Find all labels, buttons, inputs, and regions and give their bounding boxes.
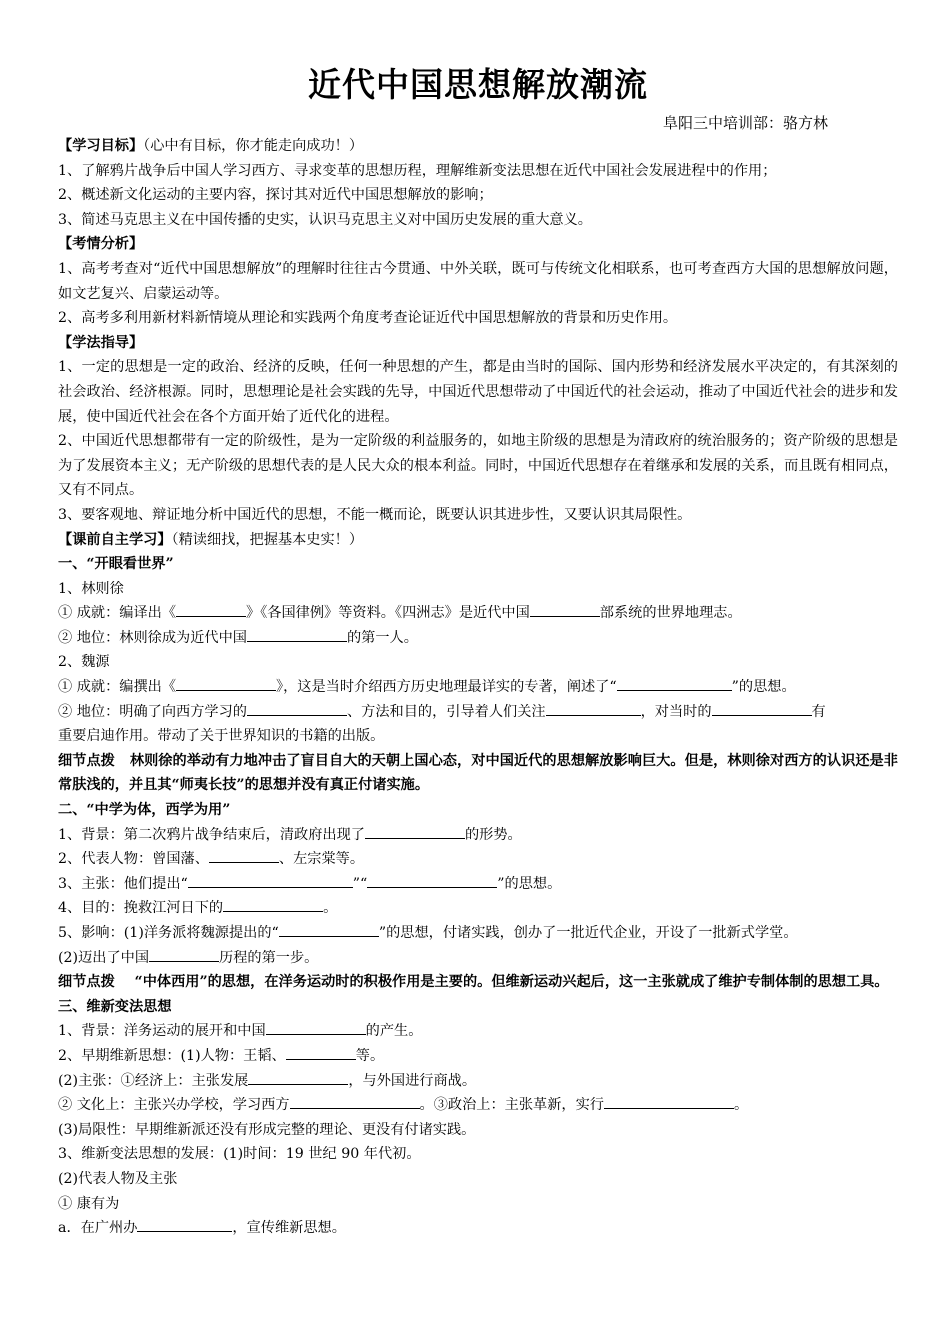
text: 。 bbox=[733, 1097, 749, 1114]
tip-text: 林则徐的举动有力地冲击了盲目自大的天朝上国心态，对中国近代的思想解放影响巨大。但是，林则徐对西方的认识还是非常肤浅的，并且其“师夷长技”的思想并没有真正付诸实施。 bbox=[58, 752, 898, 794]
fill-blank[interactable] bbox=[712, 701, 812, 716]
s3-line bbox=[58, 1019, 898, 1044]
method-heading: 【学法指导】 bbox=[58, 334, 144, 351]
text: ② 地位：林则徐成为近代中国 bbox=[58, 629, 247, 646]
fill-blank[interactable] bbox=[286, 1045, 356, 1060]
s3-line: ① 康有为 bbox=[58, 1195, 120, 1212]
fill-blank[interactable] bbox=[279, 922, 379, 937]
text: 、左宗棠等。 bbox=[278, 851, 365, 868]
fill-blank[interactable] bbox=[223, 897, 323, 912]
s3-line: 3、维新变法思想的发展：(1)时间：19 世纪 90 年代初。 bbox=[58, 1146, 421, 1163]
text: 历程的第一步。 bbox=[219, 949, 319, 966]
section-2-title: 二、“中学为体，西学为用” bbox=[58, 802, 231, 819]
s1-line: 1、林则徐 bbox=[58, 580, 124, 597]
text: 有 bbox=[811, 703, 826, 720]
s1-line bbox=[58, 601, 898, 626]
s3-line: (2)代表人物及主张 bbox=[58, 1170, 178, 1187]
text: 1、背景：第二次鸦片战争结束后，清政府出现了 bbox=[58, 826, 365, 843]
text: 。 bbox=[323, 900, 338, 917]
tip-label: 细节点拨 bbox=[58, 752, 115, 769]
text: 、方法和目的，引导着人们关注 bbox=[346, 703, 546, 720]
text: 1、背景：洋务运动的展开和中国 bbox=[58, 1023, 266, 1040]
fill-blank[interactable] bbox=[149, 947, 219, 962]
document-page bbox=[58, 62, 898, 1241]
exam-item: 1、高考考查对“近代中国思想解放”的理解时往往古今贯通、中外关联，既可与传统文化相联系，也可考查西方大国的思想解放问题，如文艺复兴、启蒙运动等。 bbox=[58, 260, 898, 302]
text: ② 文化上：主张兴办学校，学习西方 bbox=[58, 1097, 290, 1114]
text: a．在广州办 bbox=[58, 1220, 138, 1237]
fill-blank[interactable] bbox=[176, 676, 276, 691]
fill-blank[interactable] bbox=[137, 1217, 232, 1232]
fill-blank[interactable] bbox=[266, 1020, 366, 1035]
fill-blank[interactable] bbox=[365, 824, 465, 839]
text: 部系统的世界地理志。 bbox=[599, 605, 742, 622]
fill-blank[interactable] bbox=[530, 602, 600, 617]
method-item: 3、要客观地、辩证地分析中国近代的思想，不能一概而论，既要认识其进步性，又要认识其局限性。 bbox=[58, 506, 692, 523]
fill-blank[interactable] bbox=[247, 701, 347, 716]
text: 4、目的：挽救江河日下的 bbox=[58, 900, 224, 917]
text: 3、主张：他们提出“ bbox=[58, 875, 188, 892]
s1-line bbox=[58, 700, 898, 725]
fill-blank[interactable] bbox=[617, 676, 732, 691]
text: 2、早期维新思想：(1)人物：王韬、 bbox=[58, 1047, 286, 1064]
text: ，宣传维新思想。 bbox=[232, 1220, 346, 1237]
method-item: 1、一定的思想是一定的政治、经济的反映，任何一种思想的产生，都是由当时的国际、国内形势和经济发展水平决定的，有其深刻的社会政治、经济根源。同时，思想理论是社会实践的先导，中国近代思想带动了中国近代的社会运动，推动了中国近代社会的进步和发展，使中国近代社会在各个方面开始了近代化的进程。 bbox=[58, 359, 898, 425]
fill-blank[interactable] bbox=[290, 1094, 420, 1109]
text: ② 地位：明确了向西方学习的 bbox=[58, 703, 247, 720]
fill-blank[interactable] bbox=[248, 1070, 348, 1085]
s2-tip bbox=[58, 970, 898, 995]
goal-item: 2、概述新文化运动的主要内容，探讨其对近代中国思想解放的影响； bbox=[58, 187, 493, 204]
text: ”“ bbox=[352, 875, 368, 892]
fill-blank[interactable] bbox=[367, 873, 497, 888]
s2-line bbox=[58, 823, 898, 848]
tip-label: 细节点拨 bbox=[58, 974, 115, 991]
s3-line bbox=[58, 1093, 898, 1118]
fill-blank[interactable] bbox=[176, 602, 246, 617]
section-1-title: 一、“开眼看世界” bbox=[58, 556, 174, 573]
fill-blank[interactable] bbox=[209, 848, 279, 863]
document-author: 阜阳三中培训部：骆方林 bbox=[662, 114, 828, 132]
s1-tip bbox=[58, 749, 898, 798]
s2-line bbox=[58, 896, 898, 921]
text: ”的思想。 bbox=[497, 875, 562, 892]
text: 等。 bbox=[355, 1047, 385, 1064]
text: 》，这是当时介绍西方历史地理最详实的专著，阐述了“ bbox=[276, 679, 617, 696]
section-3-title: 三、维新变法思想 bbox=[58, 998, 172, 1015]
s3-line bbox=[58, 1069, 898, 1094]
s1-line: 重要启迪作用。带动了关于世界知识的书籍的出版。 bbox=[58, 728, 385, 745]
text: 2、代表人物：曾国藩、 bbox=[58, 851, 209, 868]
text: (2)主张：①经济上：主张发展 bbox=[58, 1072, 249, 1089]
text: 。③政治上：主张革新，实行 bbox=[419, 1097, 604, 1114]
fill-blank[interactable] bbox=[604, 1094, 734, 1109]
fill-blank[interactable] bbox=[247, 627, 347, 642]
fill-blank[interactable] bbox=[188, 873, 353, 888]
s1-line bbox=[58, 675, 898, 700]
exam-item: 2、高考多利用新材料新情境从理论和实践两个角度考查论证近代中国思想解放的背景和历史作用。 bbox=[58, 310, 678, 327]
text: 的产生。 bbox=[365, 1023, 423, 1040]
text: (2)迈出了中国 bbox=[58, 949, 150, 966]
tip-text: “中体西用”的思想，在洋务运动时的积极作用是主要的。但维新运动兴起后，这一主张就成了维护专制体制的思想工具。 bbox=[134, 974, 889, 991]
text: ”的思想。 bbox=[731, 679, 796, 696]
goal-item: 1、了解鸦片战争后中国人学习西方、寻求变革的思想历程，理解维新变法思想在近代中国社会发展进程中的作用； bbox=[58, 162, 777, 179]
s3-line bbox=[58, 1044, 898, 1069]
text: ，与外国进行商战。 bbox=[348, 1072, 477, 1089]
text: 的形势。 bbox=[464, 826, 522, 843]
text: ① 成就：编译出《 bbox=[58, 605, 177, 622]
text: 的第一人。 bbox=[346, 629, 418, 646]
s2-line bbox=[58, 847, 898, 872]
text: 5、影响：(1)洋务派将魏源提出的“ bbox=[58, 925, 279, 941]
s3-line bbox=[58, 1216, 898, 1241]
text: ① 成就：编撰出《 bbox=[58, 679, 177, 696]
goal-item: 3、简述马克思主义在中国传播的史实，认识马克思主义对中国历史发展的重大意义。 bbox=[58, 211, 592, 228]
text: 》《各国律例》等资料。《四洲志》是近代中国 bbox=[246, 605, 530, 622]
text: ，对当时的 bbox=[640, 703, 712, 720]
s3-line: (3)局限性：早期维新派还没有形成完整的理论、更没有付诸实践。 bbox=[58, 1121, 476, 1138]
text: ”的思想，付诸实践，创办了一批近代企业，开设了一批新式学堂。 bbox=[378, 925, 798, 941]
preview-note: （精读细找，把握基本史实！） bbox=[171, 531, 364, 548]
preview-heading: 【课前自主学习】 bbox=[58, 531, 172, 548]
method-item: 2、中国近代思想都带有一定的阶级性，是为一定阶级的利益服务的，如地主阶级的思想是为清政府的统治服务的；资产阶级的思想是为了发展资本主义；无产阶级的思想代表的是人民大众的根本利益。同时，中国近代思想存在着继承和发展的关系，而且既有相同点，又有不同点。 bbox=[58, 433, 898, 499]
s2-line bbox=[58, 872, 898, 897]
s1-line: 2、魏源 bbox=[58, 654, 110, 671]
s2-line bbox=[58, 946, 898, 971]
s2-line bbox=[58, 921, 898, 946]
goals-header bbox=[58, 134, 898, 159]
goals-note: （心中有目标，你才能走向成功！） bbox=[143, 138, 364, 154]
fill-blank[interactable] bbox=[546, 701, 641, 716]
s1-line bbox=[58, 626, 898, 651]
document-title: 近代中国思想解放潮流 bbox=[308, 65, 648, 104]
exam-heading: 【考情分析】 bbox=[58, 236, 144, 253]
preview-header bbox=[58, 528, 898, 553]
goals-heading: 【学习目标】 bbox=[58, 138, 144, 154]
